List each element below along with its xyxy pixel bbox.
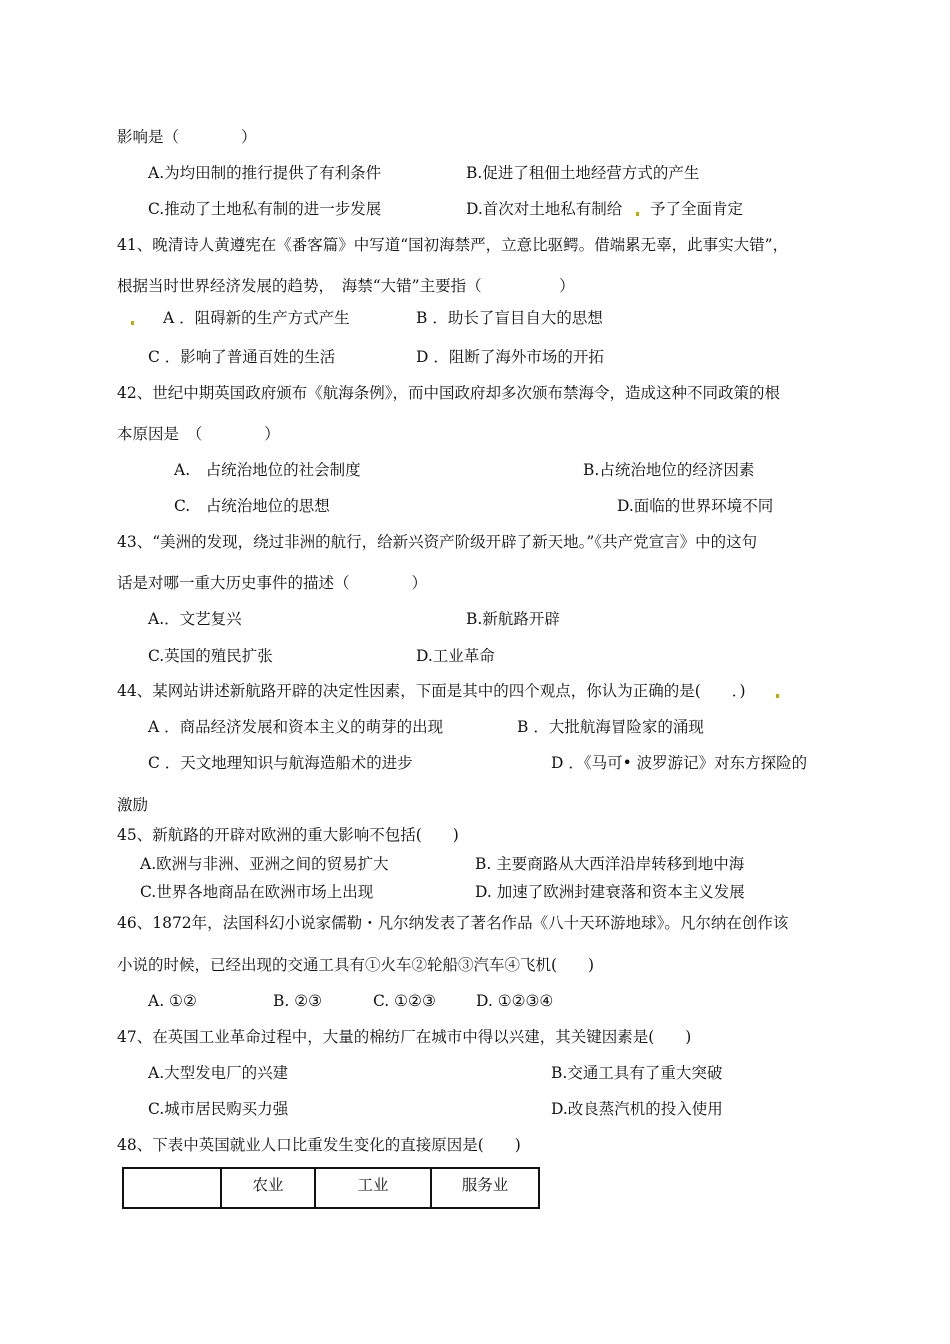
question-43-option-d: D.工业革命 bbox=[416, 647, 495, 665]
question-41-stem-cont: 根据当时世界经济发展的趋势， 海禁“大错”主要指（ ） bbox=[117, 277, 575, 295]
question-46-stem: 46、1872年，法国科幻小说家儒勒・凡尔纳发表了著名作品《八十天环游地球》。凡尔纳在创作该 bbox=[117, 914, 789, 932]
question-41-option-c: C ．影响了普通百姓的生活 bbox=[148, 348, 336, 366]
question-46-stem-cont: 小说的时候，已经出现的交通工具有①火车②轮船③汽车④飞机( ) bbox=[117, 956, 595, 974]
question-44-option-b: B ．大批航海冒险家的涌现 bbox=[517, 718, 704, 736]
question-41-stem: 41、晚清诗人黄遵宪在《番客篇》中写道“国初海禁严，立意比驱鳄。借端累无辜，此事实大错”， bbox=[117, 236, 789, 254]
question-45-option-b: B. 主要商路从大西洋沿岸转移到地中海 bbox=[475, 855, 745, 873]
question-42-option-a: A. 占统治地位的社会制度 bbox=[174, 461, 361, 479]
question-42-stem: 42、世纪中期英国政府颁布《航海条例》，而中国政府却多次颁布禁海令，造成这种不同政策的根 bbox=[117, 384, 780, 402]
question-45-option-d: D. 加速了欧洲封建衰落和资本主义发展 bbox=[475, 883, 745, 901]
question-41-option-b: B ．助长了盲目自大的思想 bbox=[416, 309, 603, 327]
question-44-option-c: C ．天文地理知识与航海造船术的进步 bbox=[148, 754, 413, 772]
table-header-cell bbox=[123, 1168, 221, 1208]
question-48-stem: 48、下表中英国就业人口比重发生变化的直接原因是( ) bbox=[117, 1136, 521, 1154]
table-header-row bbox=[123, 1168, 539, 1208]
question-47-option-d: D.改良蒸汽机的投入使用 bbox=[551, 1100, 723, 1118]
option-c: C.推动了土地私有制的进一步发展 bbox=[148, 200, 382, 218]
question-41-option-d: D ．阻断了海外市场的开拓 bbox=[416, 348, 604, 366]
question-47-option-a: A.大型发电厂的兴建 bbox=[148, 1064, 289, 1082]
question-46-option-c: C. ①②③ bbox=[373, 992, 436, 1010]
question-45-option-a: A.欧洲与非洲、亚洲之间的贸易扩大 bbox=[140, 855, 389, 873]
question-44-option-d-cont: 激励 bbox=[117, 796, 149, 814]
question-41-option-a: A ．阻碍新的生产方式产生 bbox=[163, 309, 350, 327]
question-45-stem: 45、新航路的开辟对欧洲的重大影响不包括( ) bbox=[117, 826, 459, 844]
question-42-option-c: C. 占统治地位的思想 bbox=[174, 497, 330, 515]
table-header-cell: 服务业 bbox=[431, 1168, 539, 1208]
question-47-option-c: C.城市居民购买力强 bbox=[148, 1100, 289, 1118]
question-45-option-c: C.世界各地商品在欧洲市场上出现 bbox=[140, 883, 374, 901]
option-a: A.为均田制的推行提供了有利条件 bbox=[148, 164, 382, 182]
option-d-part1: D.首次对土地私有制给 bbox=[466, 200, 623, 218]
question-stem-continued: 影响是（ ） bbox=[117, 128, 257, 146]
stray-dot-mark bbox=[776, 694, 779, 698]
question-43-stem-cont: 话是对哪一重大历史事件的描述（ ） bbox=[117, 574, 428, 592]
question-43-stem: 43、“美洲的发现，绕过非洲的航行，给新兴资产阶级开辟了新天地。”《共产党宣言》中的这句 bbox=[117, 533, 758, 551]
question-46-option-d: D. ①②③④ bbox=[476, 992, 554, 1010]
option-b: B.促进了租佃土地经营方式的产生 bbox=[466, 164, 700, 182]
question-42-option-d: D.面临的世界环境不同 bbox=[617, 497, 774, 515]
question-46-option-b: B. ②③ bbox=[273, 992, 323, 1010]
option-d-part2: 予了全面肯定 bbox=[650, 200, 744, 218]
stray-dot-mark bbox=[131, 321, 134, 325]
question-42-stem-cont: 本原因是 （ ） bbox=[117, 425, 280, 443]
question-46-option-a: A. ①② bbox=[148, 992, 197, 1010]
question-44-option-d: D ．《马可• 波罗游记》对东方探险的 bbox=[551, 754, 808, 772]
table-header-cell: 农业 bbox=[221, 1168, 315, 1208]
question-43-option-a: A.．文艺复兴 bbox=[148, 610, 242, 628]
question-47-stem: 47、在英国工业革命过程中，大量的棉纺厂在城市中得以兴建，其关键因素是( ) bbox=[117, 1028, 692, 1046]
stray-dot-mark bbox=[636, 212, 639, 216]
table-header-cell: 工业 bbox=[315, 1168, 431, 1208]
question-44-option-a: A ．商品经济发展和资本主义的萌芽的出现 bbox=[148, 718, 444, 736]
employment-table bbox=[122, 1167, 540, 1209]
question-44-stem: 44、某网站讲述新航路开辟的决定性因素，下面是其中的四个观点，你认为正确的是( ．) bbox=[117, 682, 746, 700]
question-43-option-b: B.新航路开辟 bbox=[466, 610, 560, 628]
question-42-option-b: B.占统治地位的经济因素 bbox=[583, 461, 755, 479]
question-43-option-c: C.英国的殖民扩张 bbox=[148, 647, 273, 665]
question-47-option-b: B.交通工具有了重大突破 bbox=[551, 1064, 723, 1082]
